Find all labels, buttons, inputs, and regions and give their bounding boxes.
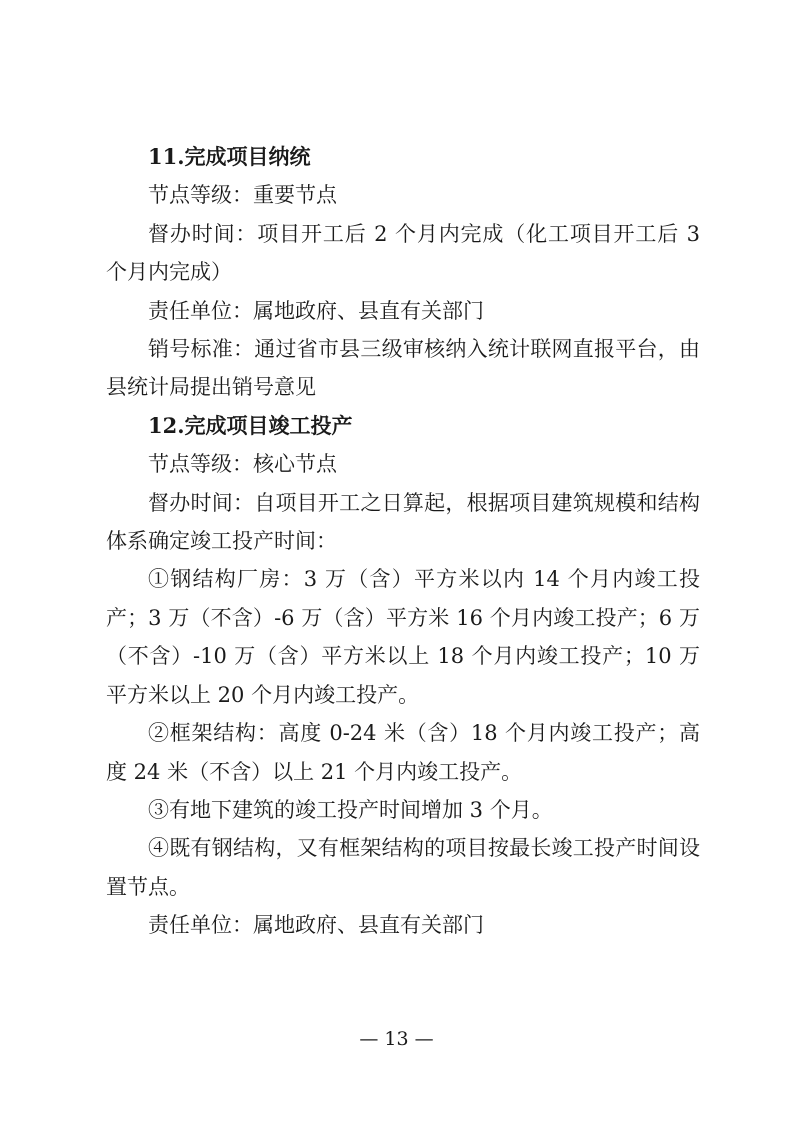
frame-structure-item: ②框架结构：高度 0-24 米（含）18 个月内竣工投产；高度 24 米（不含）以上 21 个月内竣工投产。 bbox=[106, 721, 700, 784]
node-level-paragraph: 节点等级：核心节点 bbox=[148, 452, 337, 477]
section-heading-12: 12.完成项目竣工投产 bbox=[148, 412, 353, 438]
steel-structure-item: ①钢结构厂房：3 万（含）平方米以内 14 个月内竣工投产；3 万（不含）-6 万（含）平方米 16 个月内竣工投产；6 万（不含）-10 万（含）平方米以上 18 个月内竣工投产；10 万平方米以上 20 个月内竣工投产。 bbox=[106, 567, 700, 707]
responsible-unit-paragraph: 责任单位：属地政府、县直有关部门 bbox=[148, 298, 484, 323]
section-heading-11: 11.完成项目纳统 bbox=[148, 144, 311, 169]
document-body bbox=[106, 138, 700, 945]
page-number: — 13 — bbox=[359, 1028, 434, 1050]
supervision-time-paragraph: 督办时间：项目开工后 2 个月内完成（化工项目开工后 3 个月内完成） bbox=[106, 221, 700, 285]
supervision-time-paragraph: 督办时间：自项目开工之日算起，根据项目建筑规模和结构体系确定竣工投产时间： bbox=[106, 490, 700, 554]
mixed-structure-item: ④既有钢结构，又有框架结构的项目按最长竣工投产时间设置节点。 bbox=[106, 836, 700, 899]
responsible-unit-paragraph: 责任单位：属地政府、县直有关部门 bbox=[148, 913, 484, 938]
closure-standard-paragraph: 销号标准：通过省市县三级审核纳入统计联网直报平台，由县统计局提出销号意见 bbox=[106, 337, 700, 400]
underground-building-item: ③有地下建筑的竣工投产时间增加 3 个月。 bbox=[148, 797, 553, 822]
node-level-paragraph: 节点等级：重要节点 bbox=[148, 183, 337, 208]
